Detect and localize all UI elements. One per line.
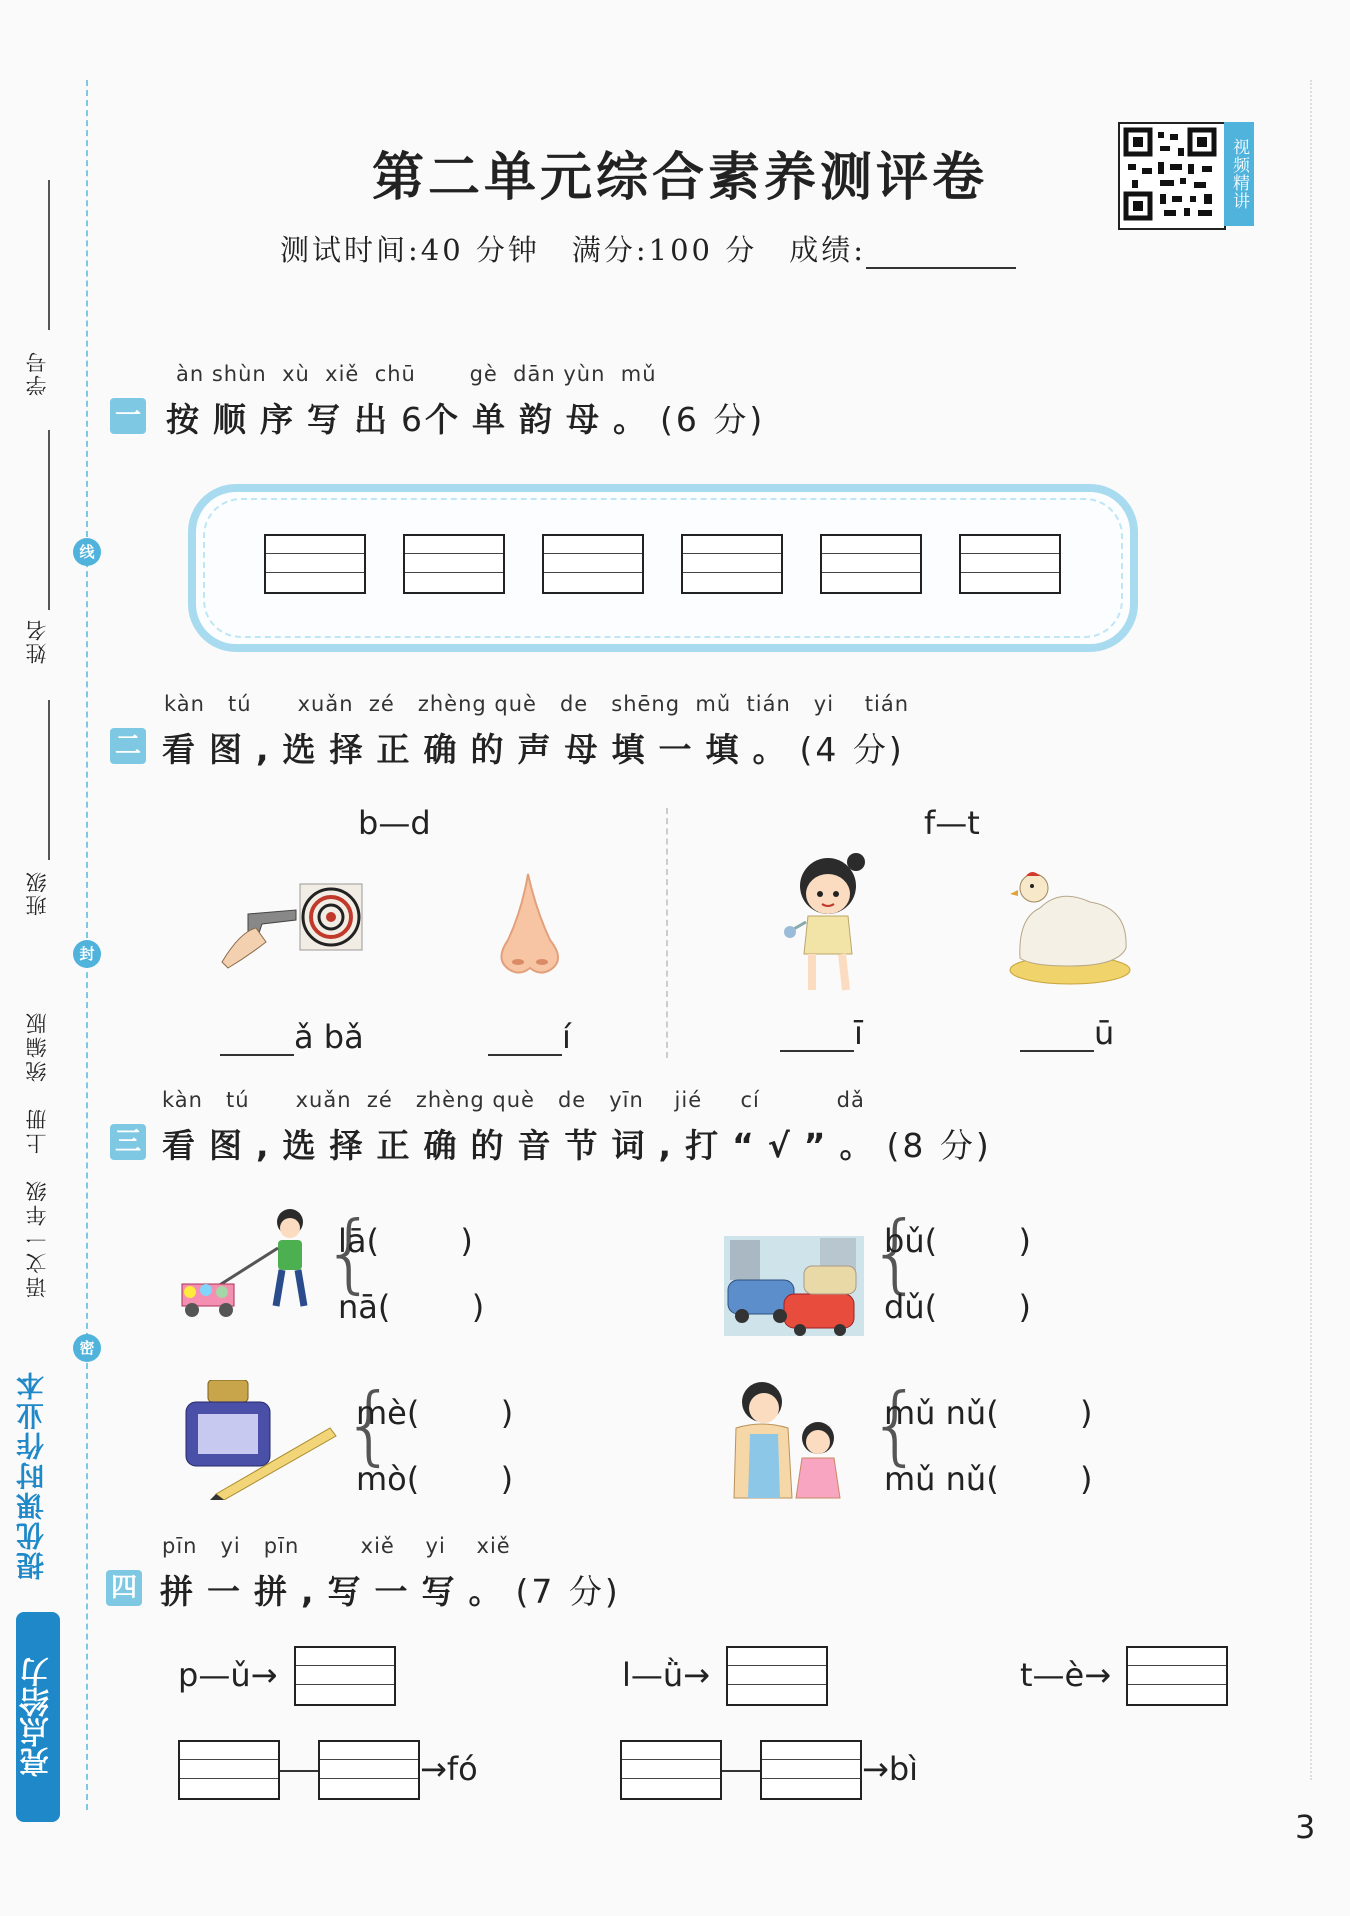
q2-item-2-text: í	[562, 1018, 571, 1056]
q2-divider	[666, 808, 668, 1058]
brand-logo: 亮点给力	[16, 1612, 60, 1822]
q4-pu: p—ǔ→	[178, 1656, 278, 1694]
q3-opt-mo[interactable]: mò( )	[356, 1460, 514, 1498]
right-margin-line	[1310, 80, 1312, 1780]
q4-text: 拼一拼,写一写。	[160, 1572, 516, 1611]
book-info: 语文一年级 上册 统编版	[25, 1010, 49, 1298]
q1-text-end: 个单韵母。	[425, 400, 660, 439]
fill-blank[interactable]	[780, 1020, 854, 1052]
student-id-label: 学号	[25, 350, 49, 396]
q3-instruction	[162, 1120, 992, 1167]
q3-opt-du[interactable]: dǔ( )	[884, 1288, 1031, 1326]
answer-box[interactable]	[681, 534, 783, 594]
answer-box[interactable]	[178, 1740, 280, 1800]
q3-text: 看图,选择正确的音节词,打“√”。	[162, 1126, 887, 1165]
q2-item-1	[220, 1018, 364, 1056]
answer-box[interactable]	[726, 1646, 828, 1706]
fill-blank[interactable]	[1020, 1020, 1094, 1052]
page-number: 3	[1295, 1808, 1316, 1846]
q4-fo: →fó	[420, 1750, 478, 1788]
answer-box[interactable]	[820, 534, 922, 594]
q2-choice-ft: f—t	[924, 804, 980, 842]
answer-box[interactable]	[264, 534, 366, 594]
qr-video-tag: 视频精讲	[1224, 122, 1254, 226]
q4-bi: →bì	[862, 1750, 919, 1788]
q3-opt-na[interactable]: nā( )	[338, 1288, 485, 1326]
q2-choice-bd: b—d	[358, 804, 431, 842]
q1-text: 按顺序写出	[166, 400, 401, 439]
q3-opt-la[interactable]: lā( )	[338, 1222, 473, 1260]
score-blank[interactable]	[866, 237, 1016, 269]
brand-name: 提优课时作业本	[15, 1370, 48, 1580]
traffic-jam-icon	[724, 1236, 864, 1336]
fill-blank[interactable]	[220, 1024, 294, 1056]
answer-box[interactable]	[294, 1646, 396, 1706]
q1-instruction	[166, 394, 765, 441]
brace-icon: {	[322, 1203, 377, 1303]
answer-box[interactable]	[403, 534, 505, 594]
q3-opt-bu[interactable]: bǔ( )	[884, 1222, 1031, 1260]
q2-pinyin: kàn tú xuǎn zé zhèng què de shēng mǔ tián yi tián	[164, 692, 910, 716]
answer-box[interactable]	[1126, 1646, 1228, 1706]
hen-icon	[1000, 868, 1140, 988]
test-meta	[280, 228, 1016, 269]
q4-lv: l—ǜ→	[622, 1656, 710, 1694]
q2-item-2	[488, 1018, 571, 1056]
q1-pinyin: àn shùn xù xiě chū gè dān yùn mǔ	[176, 362, 657, 386]
answer-box[interactable]	[760, 1740, 862, 1800]
class-line	[48, 700, 50, 860]
q2-item-4-text: ū	[1094, 1014, 1115, 1052]
q3-opt-munu-1[interactable]: mǔ nǔ( )	[884, 1394, 1093, 1432]
q3-number: 三	[110, 1124, 146, 1160]
q2-instruction	[162, 724, 905, 771]
answer-box[interactable]	[542, 534, 644, 594]
q2-text: 看图,选择正确的声母填一填。	[162, 730, 800, 769]
q4-number: 四	[106, 1570, 142, 1606]
answer-box[interactable]	[959, 534, 1061, 594]
test-meta-text: 测试时间:40 分钟 满分:100 分 成绩:	[280, 233, 867, 267]
q3-opt-me[interactable]: mè( )	[356, 1394, 514, 1432]
page-title: 第二单元综合素养测评卷	[371, 147, 988, 208]
q1-number: 一	[110, 398, 146, 434]
brace-icon: {	[868, 1203, 923, 1303]
q3-pinyin: kàn tú xuǎn zé zhèng què de yīn jié cí dǎ	[162, 1088, 865, 1112]
q3-points: (8 分)	[886, 1126, 992, 1165]
q2-points: (4 分)	[799, 730, 905, 769]
q4-pinyin: pīn yi pīn xiě yi xiě	[162, 1534, 511, 1558]
nose-icon	[490, 870, 570, 982]
fill-blank[interactable]	[488, 1024, 562, 1056]
q4-te: t—è→	[1020, 1656, 1112, 1694]
q2-item-4	[1020, 1014, 1114, 1052]
q4-points: (7 分)	[515, 1572, 621, 1611]
answer-box[interactable]	[620, 1740, 722, 1800]
ink-pen-icon	[180, 1380, 340, 1500]
connector-line	[280, 1770, 318, 1772]
brace-icon: {	[868, 1375, 923, 1475]
q1-count: 6	[401, 400, 425, 439]
q4-instruction	[160, 1566, 621, 1613]
marker-seal: 封	[73, 940, 101, 968]
class-label: 班级	[25, 870, 49, 916]
brace-icon: {	[342, 1375, 397, 1475]
qr-code-icon[interactable]	[1118, 122, 1226, 230]
girl-icon	[772, 850, 882, 1000]
answer-box[interactable]	[318, 1740, 420, 1800]
mother-daughter-icon	[722, 1380, 862, 1500]
gun-target-icon	[218, 870, 378, 980]
q2-number: 二	[110, 728, 146, 764]
q2-item-1-text: ǎ bǎ	[294, 1018, 364, 1056]
marker-line: 线	[73, 538, 101, 566]
connector-line	[722, 1770, 760, 1772]
marker-secret: 密	[73, 1334, 101, 1362]
name-line	[48, 430, 50, 610]
q2-item-3-text: ī	[854, 1014, 863, 1052]
q3-opt-munu-2[interactable]: mǔ nǔ( )	[884, 1460, 1093, 1498]
boy-cart-icon	[178, 1204, 328, 1324]
q1-points: (6 分)	[660, 400, 766, 439]
q2-item-3	[780, 1014, 863, 1052]
student-id-line	[48, 180, 50, 330]
name-label: 姓名	[25, 618, 49, 664]
